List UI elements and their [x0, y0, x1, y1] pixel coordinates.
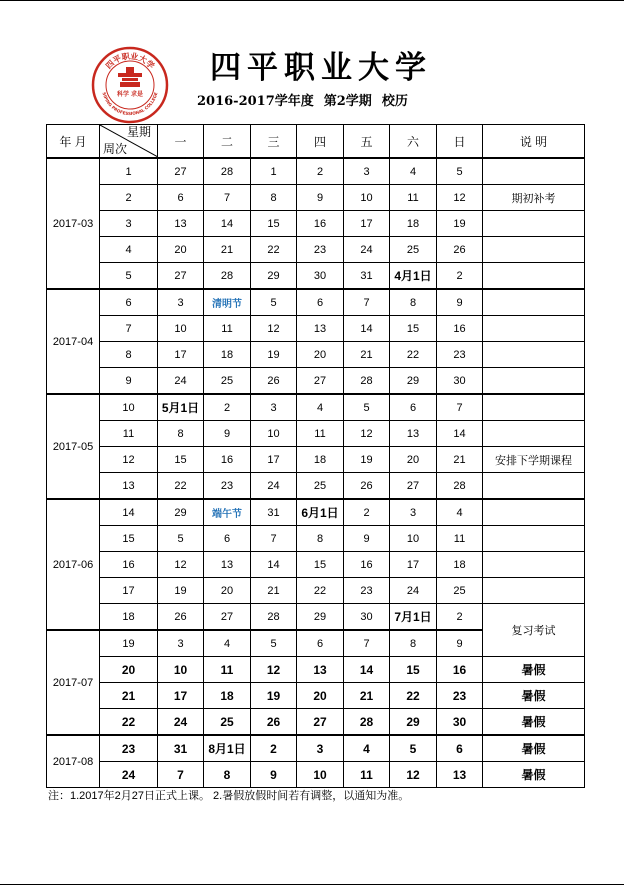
week-number: 18	[100, 604, 158, 631]
month-label: 2017-08	[47, 735, 100, 788]
note-cell: 暑假	[483, 657, 585, 683]
day-cell: 9	[437, 289, 483, 316]
day-cell: 25	[204, 709, 251, 736]
day-cell: 11	[204, 316, 251, 342]
week-number: 10	[100, 394, 158, 421]
day-cell: 31	[158, 735, 204, 762]
header-row	[47, 125, 585, 159]
day-cell: 8	[390, 289, 437, 316]
day-cell: 3	[158, 289, 204, 316]
day-cell: 20	[297, 342, 344, 368]
day-cell: 23	[437, 342, 483, 368]
day-cell: 28	[251, 604, 297, 631]
day-cell: 20	[204, 578, 251, 604]
day-cell: 27	[297, 368, 344, 395]
day-cell: 30	[344, 604, 390, 631]
note-cell	[483, 316, 585, 342]
day-cell: 7	[437, 394, 483, 421]
note-cell	[483, 473, 585, 500]
day-cell: 22	[158, 473, 204, 500]
day-cell: 24	[158, 368, 204, 395]
day-cell: 13	[390, 421, 437, 447]
note-cell: 暑假	[483, 762, 585, 788]
day-cell: 13	[297, 657, 344, 683]
day-cell: 2	[344, 499, 390, 526]
week-number: 1	[100, 158, 158, 185]
note-cell	[483, 499, 585, 526]
day-cell: 12	[158, 552, 204, 578]
day-cell: 29	[390, 368, 437, 395]
day-cell: 30	[437, 709, 483, 736]
day-cell: 24	[344, 237, 390, 263]
note-cell	[483, 211, 585, 237]
day-cell: 14	[344, 316, 390, 342]
table-row	[47, 447, 585, 473]
college-logo	[90, 45, 170, 125]
table-row	[47, 185, 585, 211]
day-cell: 11	[344, 762, 390, 788]
day-cell: 29	[158, 499, 204, 526]
day-cell: 9	[251, 762, 297, 788]
day-cell: 2	[437, 604, 483, 631]
month-label: 2017-03	[47, 158, 100, 289]
header-weekday-label: 星期	[126, 125, 151, 139]
day-cell: 7月1日	[390, 604, 437, 631]
table-row	[47, 604, 585, 631]
day-cell: 28	[344, 709, 390, 736]
day-cell: 8月1日	[204, 735, 251, 762]
day-cell: 12	[344, 421, 390, 447]
day-cell: 25	[297, 473, 344, 500]
note-cell	[483, 368, 585, 395]
day-cell: 14	[344, 657, 390, 683]
note-cell	[483, 237, 585, 263]
day-cell: 23	[204, 473, 251, 500]
month-label: 2017-06	[47, 499, 100, 630]
day-cell: 21	[437, 447, 483, 473]
day-cell: 24	[390, 578, 437, 604]
day-cell: 19	[251, 342, 297, 368]
day-cell: 6	[297, 630, 344, 657]
day-cell: 16	[437, 657, 483, 683]
day-cell: 26	[251, 368, 297, 395]
day-cell: 31	[251, 499, 297, 526]
day-cell: 7	[204, 185, 251, 211]
day-cell: 18	[390, 211, 437, 237]
doc-type: 校历	[381, 94, 408, 109]
day-cell: 28	[437, 473, 483, 500]
day-cell: 4	[297, 394, 344, 421]
day-cell: 5	[251, 289, 297, 316]
week-number: 24	[100, 762, 158, 788]
week-number: 3	[100, 211, 158, 237]
note-cell	[483, 342, 585, 368]
day-cell: 12	[390, 762, 437, 788]
logo-bottom-text: SIPING PROFESSIONAL COLLEGE	[101, 91, 159, 117]
table-row	[47, 526, 585, 552]
semester: 第2学期	[323, 94, 372, 109]
week-number: 8	[100, 342, 158, 368]
day-cell: 3	[251, 394, 297, 421]
table-row	[47, 552, 585, 578]
week-number: 5	[100, 263, 158, 290]
day-cell: 3	[297, 735, 344, 762]
week-number: 11	[100, 421, 158, 447]
day-cell: 27	[297, 709, 344, 736]
day-cell: 18	[204, 683, 251, 709]
week-number: 12	[100, 447, 158, 473]
week-number: 9	[100, 368, 158, 395]
week-number: 16	[100, 552, 158, 578]
day-cell: 5	[158, 526, 204, 552]
day-cell: 16	[204, 447, 251, 473]
day-cell: 15	[390, 657, 437, 683]
day-cell: 17	[344, 211, 390, 237]
day-cell: 11	[297, 421, 344, 447]
day-cell: 22	[297, 578, 344, 604]
table-row	[47, 158, 585, 185]
top-rule	[0, 0, 624, 1]
day-cell: 15	[251, 211, 297, 237]
table-row	[47, 263, 585, 290]
day-cell: 12	[251, 316, 297, 342]
week-number: 6	[100, 289, 158, 316]
week-number: 21	[100, 683, 158, 709]
header-note: 说 明	[483, 125, 585, 159]
day-cell: 19	[251, 683, 297, 709]
day-cell: 2	[437, 263, 483, 290]
day-cell: 24	[251, 473, 297, 500]
day-cell: 清明节	[204, 289, 251, 316]
day-cell: 端午节	[204, 499, 251, 526]
table-row	[47, 473, 585, 500]
table-row	[47, 762, 585, 788]
day-cell: 26	[158, 604, 204, 631]
week-number: 7	[100, 316, 158, 342]
week-number: 14	[100, 499, 158, 526]
day-cell: 21	[344, 342, 390, 368]
day-cell: 6	[158, 185, 204, 211]
day-cell: 31	[344, 263, 390, 290]
day-cell: 1	[251, 158, 297, 185]
day-cell: 9	[204, 421, 251, 447]
logo-motto: 科学 求是	[116, 91, 144, 98]
day-cell: 6	[390, 394, 437, 421]
day-cell: 23	[437, 683, 483, 709]
month-label: 2017-04	[47, 289, 100, 394]
table-row	[47, 394, 585, 421]
day-cell: 27	[158, 263, 204, 290]
note-cell	[483, 263, 585, 290]
day-cell: 28	[204, 158, 251, 185]
week-number: 22	[100, 709, 158, 736]
day-cell: 25	[204, 368, 251, 395]
week-number: 13	[100, 473, 158, 500]
day-cell: 7	[344, 289, 390, 316]
header-weekday: 四	[297, 125, 344, 159]
day-cell: 14	[251, 552, 297, 578]
header-weekday: 五	[344, 125, 390, 159]
day-cell: 5	[390, 735, 437, 762]
day-cell: 2	[251, 735, 297, 762]
day-cell: 3	[390, 499, 437, 526]
day-cell: 5	[437, 158, 483, 185]
table-row	[47, 709, 585, 736]
day-cell: 19	[158, 578, 204, 604]
day-cell: 15	[390, 316, 437, 342]
day-cell: 11	[437, 526, 483, 552]
day-cell: 4	[437, 499, 483, 526]
day-cell: 4	[344, 735, 390, 762]
table-row	[47, 421, 585, 447]
day-cell: 16	[344, 552, 390, 578]
table-row	[47, 368, 585, 395]
day-cell: 18	[437, 552, 483, 578]
table-row	[47, 735, 585, 762]
day-cell: 11	[204, 657, 251, 683]
day-cell: 26	[437, 237, 483, 263]
day-cell: 6	[437, 735, 483, 762]
day-cell: 21	[204, 237, 251, 263]
table-row	[47, 289, 585, 316]
table-row	[47, 211, 585, 237]
table-row	[47, 578, 585, 604]
day-cell: 22	[390, 342, 437, 368]
day-cell: 6	[204, 526, 251, 552]
day-cell: 16	[297, 211, 344, 237]
day-cell: 29	[390, 709, 437, 736]
day-cell: 20	[297, 683, 344, 709]
month-label: 2017-05	[47, 394, 100, 499]
academic-year: 2016-2017学年度	[197, 94, 314, 109]
table-row	[47, 316, 585, 342]
day-cell: 29	[251, 263, 297, 290]
day-cell: 24	[158, 709, 204, 736]
day-cell: 6月1日	[297, 499, 344, 526]
day-cell: 17	[390, 552, 437, 578]
day-cell: 3	[344, 158, 390, 185]
day-cell: 15	[158, 447, 204, 473]
day-cell: 30	[437, 368, 483, 395]
day-cell: 22	[390, 683, 437, 709]
day-cell: 23	[297, 237, 344, 263]
header-weekday: 二	[204, 125, 251, 159]
day-cell: 10	[158, 657, 204, 683]
day-cell: 2	[297, 158, 344, 185]
day-cell: 29	[297, 604, 344, 631]
day-cell: 8	[251, 185, 297, 211]
school-calendar-table	[46, 124, 585, 788]
day-cell: 8	[390, 630, 437, 657]
day-cell: 25	[437, 578, 483, 604]
note-cell	[483, 394, 585, 421]
week-number: 17	[100, 578, 158, 604]
day-cell: 8	[204, 762, 251, 788]
note-review-exam: 复习考试	[483, 604, 585, 657]
note-cell: 期初补考	[483, 185, 585, 211]
day-cell: 17	[158, 683, 204, 709]
day-cell: 19	[437, 211, 483, 237]
table-row	[47, 237, 585, 263]
note-cell: 暑假	[483, 683, 585, 709]
day-cell: 26	[251, 709, 297, 736]
day-cell: 5月1日	[158, 394, 204, 421]
week-number: 23	[100, 735, 158, 762]
day-cell: 16	[437, 316, 483, 342]
week-number: 2	[100, 185, 158, 211]
day-cell: 10	[158, 316, 204, 342]
month-label: 2017-07	[47, 630, 100, 735]
day-cell: 4	[390, 158, 437, 185]
note-cell	[483, 578, 585, 604]
day-cell: 11	[390, 185, 437, 211]
header-week-weekday	[100, 125, 158, 159]
header-weekday: 三	[251, 125, 297, 159]
logo-top-text: 四平职业大学	[104, 51, 156, 71]
day-cell: 17	[158, 342, 204, 368]
day-cell: 19	[344, 447, 390, 473]
header-weekday: 六	[390, 125, 437, 159]
day-cell: 5	[344, 394, 390, 421]
note-cell	[483, 289, 585, 316]
day-cell: 28	[344, 368, 390, 395]
day-cell: 8	[158, 421, 204, 447]
day-cell: 27	[390, 473, 437, 500]
university-title: 四平职业大学	[210, 50, 432, 86]
table-row	[47, 657, 585, 683]
note-cell	[483, 526, 585, 552]
note-cell	[483, 552, 585, 578]
note-cell: 安排下学期课程	[483, 447, 585, 473]
note-cell: 暑假	[483, 709, 585, 736]
day-cell: 12	[437, 185, 483, 211]
day-cell: 27	[158, 158, 204, 185]
day-cell: 6	[297, 289, 344, 316]
day-cell: 2	[204, 394, 251, 421]
day-cell: 10	[251, 421, 297, 447]
table-row	[47, 683, 585, 709]
day-cell: 3	[158, 630, 204, 657]
day-cell: 8	[297, 526, 344, 552]
day-cell: 13	[297, 316, 344, 342]
day-cell: 10	[297, 762, 344, 788]
day-cell: 20	[158, 237, 204, 263]
header-week-label: 周次	[103, 142, 128, 156]
day-cell: 7	[344, 630, 390, 657]
day-cell: 21	[251, 578, 297, 604]
header-month: 年 月	[47, 125, 100, 159]
day-cell: 18	[204, 342, 251, 368]
day-cell: 14	[204, 211, 251, 237]
header-weekday: 日	[437, 125, 483, 159]
day-cell: 21	[344, 683, 390, 709]
day-cell: 13	[204, 552, 251, 578]
day-cell: 14	[437, 421, 483, 447]
day-cell: 7	[251, 526, 297, 552]
day-cell: 27	[204, 604, 251, 631]
footnote: 注：1.2017年2月27日正式上课。 2.暑假放假时间若有调整，以通知为准。	[48, 790, 410, 802]
note-cell	[483, 421, 585, 447]
day-cell: 4月1日	[390, 263, 437, 290]
week-number: 20	[100, 657, 158, 683]
day-cell: 13	[437, 762, 483, 788]
day-cell: 23	[344, 578, 390, 604]
day-cell: 7	[158, 762, 204, 788]
day-cell: 12	[251, 657, 297, 683]
day-cell: 15	[297, 552, 344, 578]
day-cell: 30	[297, 263, 344, 290]
day-cell: 4	[204, 630, 251, 657]
day-cell: 13	[158, 211, 204, 237]
day-cell: 26	[344, 473, 390, 500]
table-row	[47, 499, 585, 526]
note-cell: 暑假	[483, 735, 585, 762]
week-number: 4	[100, 237, 158, 263]
note-cell	[483, 158, 585, 185]
day-cell: 9	[344, 526, 390, 552]
table-row	[47, 342, 585, 368]
day-cell: 17	[251, 447, 297, 473]
day-cell: 5	[251, 630, 297, 657]
week-number: 15	[100, 526, 158, 552]
day-cell: 20	[390, 447, 437, 473]
day-cell: 18	[297, 447, 344, 473]
day-cell: 22	[251, 237, 297, 263]
day-cell: 9	[437, 630, 483, 657]
bottom-rule	[0, 884, 624, 885]
day-cell: 28	[204, 263, 251, 290]
header-weekday: 一	[158, 125, 204, 159]
week-number: 19	[100, 630, 158, 657]
day-cell: 10	[390, 526, 437, 552]
day-cell: 9	[297, 185, 344, 211]
calendar-subtitle	[197, 94, 408, 110]
day-cell: 10	[344, 185, 390, 211]
day-cell: 25	[390, 237, 437, 263]
